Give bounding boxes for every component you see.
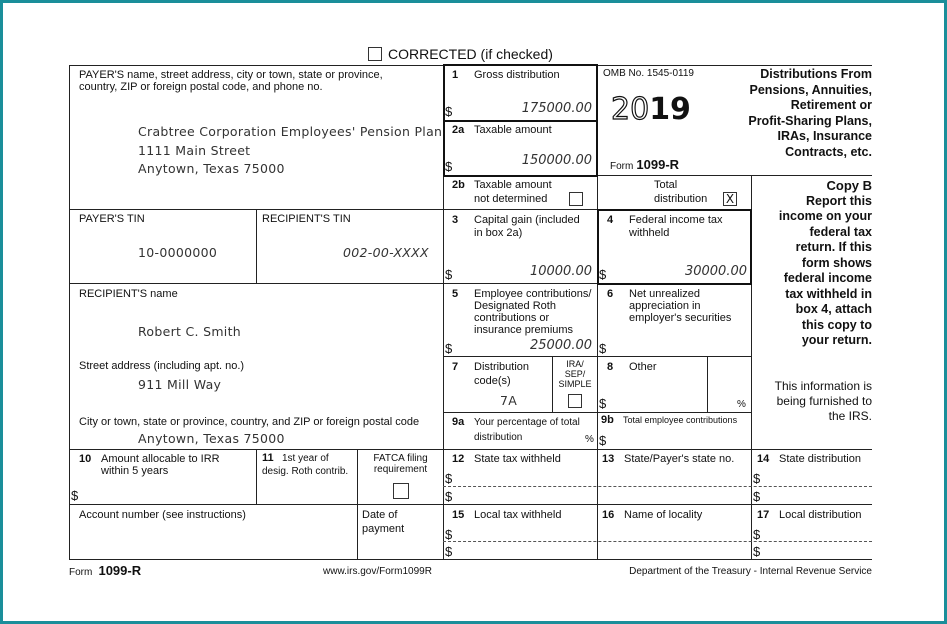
box-9a-label-2: distribution [474,432,523,443]
corrected-checkbox[interactable] [368,47,382,61]
form-1099r [3,3,944,621]
box-5-dollar: $ [445,341,453,356]
box-1-value: 175000.00 [521,101,592,116]
box-5-label: 5 Employee contributions/ [452,288,592,300]
box-17-dollar-2: $ [753,544,761,559]
box-6-label-2: appreciation in [629,300,701,312]
ira-sep-simple-label: IRA/ SEP/ SIMPLE [558,359,592,389]
box-2a-value: 150000.00 [521,153,592,168]
box-15-label: 15 Local tax withheld [452,509,562,521]
payer-label-2: country, ZIP or foreign postal code, and phone no. [79,81,323,93]
box-12-dollar-1: $ [445,471,453,486]
total-distribution-checkbox[interactable]: X [723,192,737,206]
box-5-label-2: Designated Roth [474,300,556,312]
box-6-label-3: employer's securities [629,312,732,324]
box-4-label: 4 Federal income tax [607,214,723,226]
box-14-label: 14 State distribution [757,453,861,465]
box-6-dollar: $ [599,341,607,356]
box-3-dollar: $ [445,267,453,282]
box-2b-label-2: not determined [474,193,548,205]
total-distribution-label: Total [654,179,678,191]
box-15-dollar-1: $ [445,527,453,542]
box-5-label-3: contributions or [474,312,550,324]
box-10-dollar: $ [71,488,79,503]
box-17-label: 17 Local distribution [757,509,862,521]
box-9a-percent: % [585,434,594,445]
box-3-label-2: in box 2a) [474,227,523,239]
ira-sep-simple-checkbox[interactable] [568,394,582,408]
footer-department: Department of the Treasury - Internal Revenue Service [629,566,872,577]
recipient-name-label: RECIPIENT'S name [79,288,178,300]
payer-street: 1111 Main Street [138,143,251,158]
box-4-dollar: $ [599,267,607,282]
box-7-code: 7A [500,393,518,408]
footer-url[interactable]: www.irs.gov/Form1099R [323,566,432,577]
box-11-label-2: desig. Roth contrib. [262,466,349,477]
box-10-label: 10 Amount allocable to IRR [79,453,220,465]
payer-city: Anytown, Texas 75000 [138,161,285,176]
omb-number: OMB No. 1545-0119 [603,68,694,79]
box-14-dollar-1: $ [753,471,761,486]
box-2b-not-determined-checkbox[interactable] [569,192,583,206]
box-1-label: 1 Gross distribution [452,69,560,81]
recipient-street: 911 Mill Way [138,377,222,392]
box-13-label: 13 State/Payer's state no. [602,453,735,465]
box-5-label-4: insurance premiums [474,324,574,336]
box-2a-dollar: $ [445,159,453,174]
box-7-label: 7 Distribution [452,361,530,373]
recipient-city: Anytown, Texas 75000 [138,431,285,446]
box-8-percent: % [737,399,746,410]
box-4-label-2: withheld [629,227,670,239]
box-1-dollar: $ [445,104,453,119]
recipient-tin-value: 002-00-XXXX [343,245,429,260]
form-label-top: Form 1099-R [610,157,680,172]
box-3-label: 3 Capital gain (included [452,214,580,226]
box-3-value: 10000.00 [529,264,592,279]
corrected-label: CORRECTED (if checked) [388,46,553,62]
box-14-dollar-2: $ [753,489,761,504]
street-address-label: Street address (including apt. no.) [79,360,245,372]
recipient-name: Robert C. Smith [138,324,241,339]
box-9b-label: 9b Total employee contributions [601,414,738,426]
box-4-value: 30000.00 [684,264,747,279]
fatca-checkbox[interactable] [393,483,409,499]
payer-name: Crabtree Corporation Employees' Pension Plan [138,124,443,139]
account-number-label: Account number (see instructions) [79,509,246,521]
footer-form-name: Form 1099-R [69,563,142,578]
box-8-label: 8 Other [607,361,657,373]
date-of-payment-label: Date of [362,509,398,521]
box-9b-dollar: $ [599,433,607,448]
box-15-dollar-2: $ [445,544,453,559]
box-8-dollar: $ [599,396,607,411]
payer-label: PAYER'S name, street address, city or town, state or province, [79,69,383,81]
box-9a-label: 9a Your percentage of total [452,416,580,428]
irs-info-note: This information is being furnished to the IRS. [774,379,872,423]
box-5-value: 25000.00 [529,338,592,353]
box-2b-label: 2b Taxable amount [452,179,552,191]
tax-year: 2019 [611,92,691,127]
box-10-label-2: within 5 years [101,465,169,477]
form-title: Distributions From Pensions, Annuities, Retirement or Profit-Sharing Plans, IRAs, Insurance Contracts, etc. [748,67,872,159]
box-6-label: 6 Net unrealized [607,288,700,300]
box-7-label-2: code(s) [474,375,511,387]
box-12-label: 12 State tax withheld [452,453,561,465]
box-2a-label: 2a Taxable amount [452,124,552,136]
total-distribution-label-2: distribution [654,193,708,205]
box-17-dollar-1: $ [753,527,761,542]
date-of-payment-label-2: payment [362,523,405,535]
city-label: City or town, state or province, country, and ZIP or foreign postal code [79,416,420,428]
payer-tin-value: 10-0000000 [138,245,218,260]
recipient-tin-label: RECIPIENT'S TIN [262,213,351,225]
copy-b-instructions: Copy B Report this income on your federal tax return. If this form shows federal income tax withheld in box 4, attach this copy to your return. [778,178,872,347]
fatca-label: FATCA filing requirement [373,453,428,475]
box-12-dollar-2: $ [445,489,453,504]
box-11-label: 11 1st year of [262,452,329,464]
payer-tin-label: PAYER'S TIN [79,213,145,225]
box-16-label: 16 Name of locality [602,509,703,521]
